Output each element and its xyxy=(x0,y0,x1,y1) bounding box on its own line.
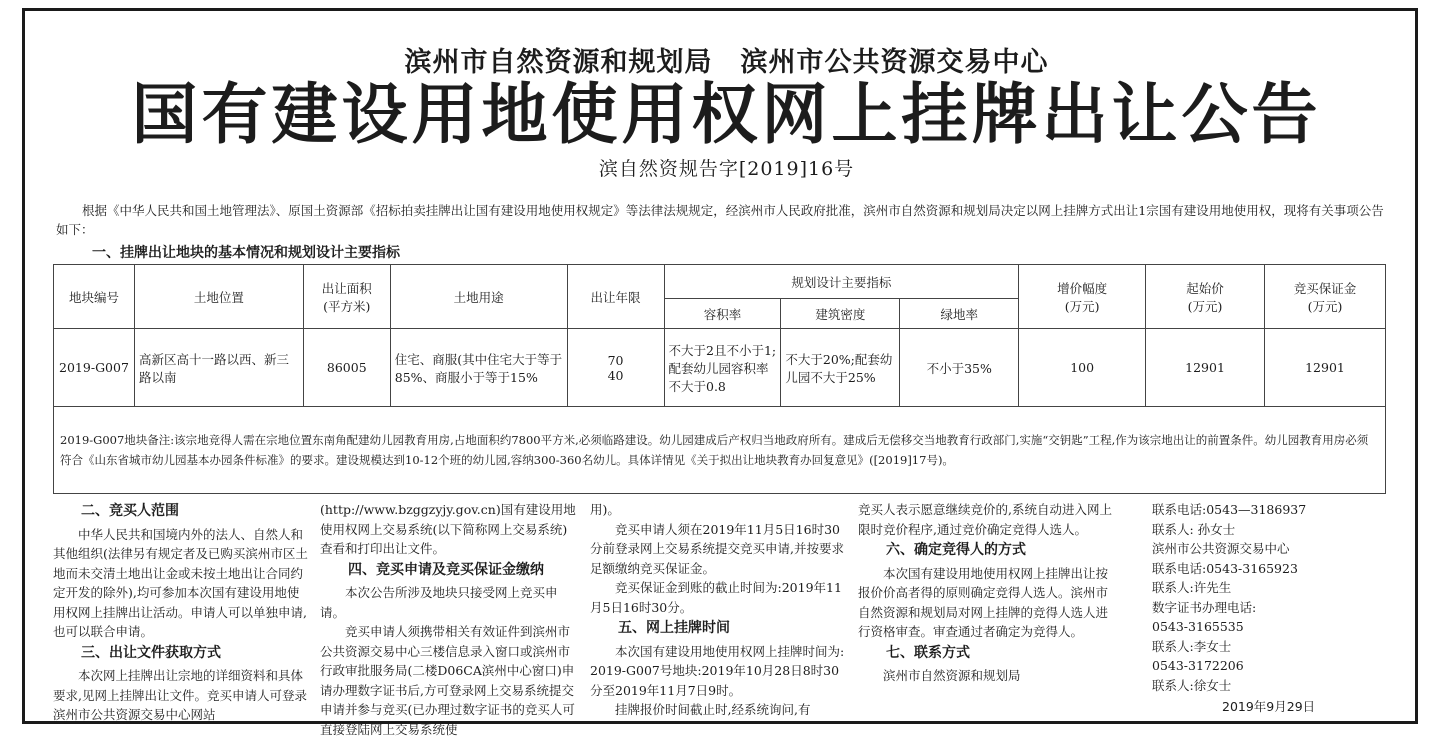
section4-text-4: 竞买保证金到账的截止时间为:2019年11月5日16时30分。 xyxy=(590,580,842,615)
th-use: 土地用途 xyxy=(390,265,567,329)
section4-text-cont: 用)。 xyxy=(590,502,620,517)
section4-text-2: 竞买申请人须携带相关有效证件到滨州市公共资源交易中心三楼信息录入窗口或滨州市行政审批服务局(二楼D06CA滨州中心窗口)申请办理数字证书后,方可登录网上交易系统提交申请并参与竞买(已办理过数字证书的竞买人可直接登陆网上交易系统使 xyxy=(320,624,575,737)
land-parcel-table xyxy=(53,264,1386,494)
issuing-agencies: 滨州市自然资源和规划局 滨州市公共资源交易中心 xyxy=(404,47,1049,78)
th-area: 出让面积 (平方米) xyxy=(303,265,390,329)
contact-line: 联系人:许先生 xyxy=(1152,580,1232,595)
th-term: 出让年限 xyxy=(567,265,664,329)
section3-text-cont: (http://www.bzggzyjy.gov.cn)国有建设用地使用权网上交易系统(以下简称网上交易系统)查看和打印出让文件。 xyxy=(320,502,576,556)
announcement-date: 2019年9月29日 xyxy=(1222,699,1316,714)
contact-line: 0543-3172206 xyxy=(1152,658,1244,673)
section6-text: 本次国有建设用地使用权网上挂牌出让按报价价高者得的原则确定竞得人选人。滨州市自然资源和规划局对网上挂牌的竞得人选人进行资格审查。审查通过者确定为竞得人。 xyxy=(858,565,1109,639)
contact-line: 联系人:徐女士 xyxy=(1152,677,1232,693)
section2-text: 中华人民共和国境内外的法人、自然人和其他组织(法律另有规定者及已购买滨州市区土地而未交清土地出让金或未按土地出让合同约定开发的除外),均可参加本次国有建设用地使用权网上挂牌出让活动。申请人可以单独申请,也可以联合申请。 xyxy=(53,526,308,639)
section3-title: 三、出让文件获取方式 xyxy=(81,644,221,661)
cell-start-price: 12901 xyxy=(1146,329,1265,407)
column-5 xyxy=(1152,500,1382,695)
section5-text-3: 挂牌报价时间截止时,经系统询问,有 xyxy=(615,702,811,717)
section2-title: 二、竞买人范围 xyxy=(81,503,179,519)
section6-title: 六、确定竞得人的方式 xyxy=(886,542,1026,558)
th-location: 土地位置 xyxy=(134,265,303,329)
th-start-price: 起始价 (万元) xyxy=(1146,265,1265,329)
th-deposit: 竞买保证金 (万元) xyxy=(1265,265,1386,329)
th-increment: 增价幅度 (万元) xyxy=(1019,265,1146,329)
th-far: 容积率 xyxy=(664,299,781,329)
cell-use: 住宅、商服(其中住宅大于等于85%、商服小于等于15% xyxy=(390,329,567,407)
th-parcel-no: 地块编号 xyxy=(54,265,135,329)
contact-line: 0543-3165535 xyxy=(1152,619,1244,634)
column-3 xyxy=(590,500,848,720)
th-density: 建筑密度 xyxy=(781,299,900,329)
cell-increment: 100 xyxy=(1019,329,1146,407)
cell-deposit: 12901 xyxy=(1265,329,1386,407)
section4-text-1: 本次公告所涉及地块只接受网上竞买申请。 xyxy=(320,585,558,620)
contact-line: 滨州市公共资源交易中心 xyxy=(1152,541,1290,556)
intro-paragraph: 根据《中华人民共和国土地管理法》、原国土资源部《招标拍卖挂牌出让国有建设用地使用权规定》等法律法规规定，经滨州市人民政府批准，滨州市自然资源和规划局决定以网上挂牌方式出让1宗国有建设用地使用权，现将有关事项公告如下： xyxy=(56,203,1384,237)
section7-title: 七、联系方式 xyxy=(886,644,970,661)
section4-text-3: 竞买申请人须在2019年11月5日16时30分前登录网上交易系统提交竞买申请,并按要求足额缴纳竞买保证金。 xyxy=(590,521,844,576)
parcel-note: 2019-G007地块备注:该宗地竞得人需在宗地位置东南角配建幼儿园教育用房,占地面积约7800平方米,必须临路建设。幼儿园建成后产权归当地政府所有。建成后无偿移交当地教育行政部门,实施“交钥匙”工程,作为该宗地出让的前置条件。幼儿园教育用房必须符合《山东省城市幼儿园基本办园条件标准》的要求。建设规模达到10-12个班的幼儿园,容纳300-360名幼儿。具体详情见《关于拟出让地块教育办回复意见》([2019]17号)。 xyxy=(54,407,1386,494)
document-number: 滨自然资规告字[2019]16号 xyxy=(598,158,855,180)
contact-line: 联系人:李女士 xyxy=(1152,638,1232,654)
section5-text-2: 2019-G007号地块:2019年10月28日8时30分至2019年11月7日9时。 xyxy=(590,663,840,698)
cell-location: 高新区高十一路以西、新三路以南 xyxy=(134,329,303,407)
cell-green: 不小于35% xyxy=(900,329,1019,407)
page-title: 国有建设用地使用权网上挂牌出让公告 xyxy=(131,76,1322,153)
section5-text-1: 本次国有建设用地使用权网上挂牌时间为: xyxy=(615,643,845,659)
section3-text: 本次网上挂牌出让宗地的详细资料和具体要求,见网上挂牌出让文件。竞买申请人可登录滨州市公共资源交易中心网站 xyxy=(53,668,307,722)
th-green: 绿地率 xyxy=(900,299,1019,329)
contact-line: 联系电话:0543-3165923 xyxy=(1152,560,1298,576)
section1-title: 一、挂牌出让地块的基本情况和规划设计主要指标 xyxy=(92,245,400,261)
column-1 xyxy=(53,500,311,725)
cell-far: 不大于2且不小于1;配套幼儿园容积率不大于0.8 xyxy=(664,329,781,407)
cell-term: 70 40 xyxy=(567,329,664,407)
table-row xyxy=(54,329,1386,407)
cell-parcel-no: 2019-G007 xyxy=(54,329,135,407)
section5-text-cont: 竞买人表示愿意继续竞价的,系统自动进入网上限时竞价程序,通过竞价确定竞得人选人。 xyxy=(858,502,1112,537)
th-planning: 规划设计主要指标 xyxy=(664,265,1019,299)
section4-title: 四、竞买申请及竞买保证金缴纳 xyxy=(348,561,544,578)
cell-area: 86005 xyxy=(303,329,390,407)
section5-title: 五、网上挂牌时间 xyxy=(618,620,730,636)
contact-line: 联系人: 孙女士 xyxy=(1152,521,1236,537)
contact-line: 数字证书办理电话: xyxy=(1152,599,1257,615)
column-4 xyxy=(858,500,1116,686)
section7-text: 滨州市自然资源和规划局 xyxy=(883,668,1021,683)
contact-line: 联系电话:0543—3186937 xyxy=(1152,502,1307,517)
cell-density: 不大于20%;配套幼儿园不大于25% xyxy=(781,329,900,407)
column-2 xyxy=(320,500,578,739)
